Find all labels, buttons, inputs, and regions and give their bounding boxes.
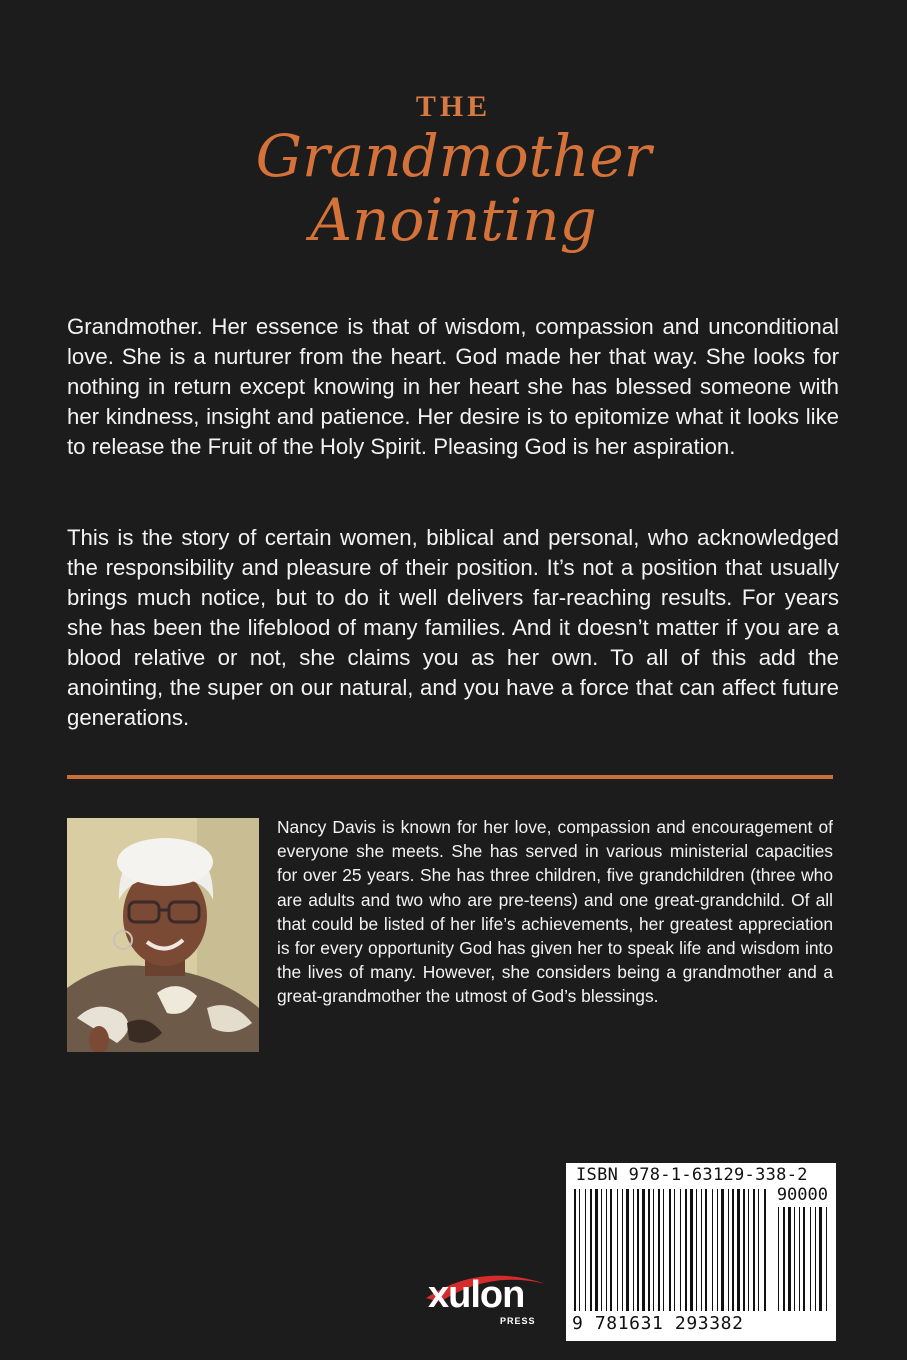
blurb-paragraph-2: This is the story of certain women, biblical and personal, who acknowledged the responsibility and pleasure of their position. It’s not a position that usually brings much notice, but to do it well delivers far-reaching results. For years she has been the lifeblood of many families. And it doesn’t matter if you are a blood relative or not, she claims you as her own. To all of this add the anointing, the super on our natural, and you have a force that can affect future generations. bbox=[67, 525, 839, 730]
title-line-1: Grandmother bbox=[255, 122, 652, 190]
title-prefix: THE bbox=[415, 90, 492, 123]
barcode-digits: 9 781631 293382 bbox=[572, 1313, 744, 1334]
author-portrait-illustration bbox=[67, 818, 259, 1052]
publisher-name: xulon bbox=[428, 1274, 525, 1316]
title-line-2: Anointing bbox=[310, 186, 597, 254]
publisher-logo bbox=[420, 1268, 552, 1324]
barcode-panel bbox=[566, 1163, 836, 1341]
publisher-subtitle: PRESS bbox=[500, 1316, 536, 1326]
section-divider bbox=[67, 775, 833, 779]
author-photo bbox=[67, 818, 259, 1052]
author-bio: Nancy Davis is known for her love, compassion and encouragement of everyone she meets. She has served in various ministerial capacities for over 25 years. She has three children, five grandchildren (three who are adults and two who are pre-teens) and one great-grandchild. Of all that could be listed of her life’s achievements, her greatest appreciation is for every opportunity God has given her to speak life and wisdom into the lives of many. However, she considers being a grandmother and a great-grandmother the utmost of God’s blessings. bbox=[277, 817, 833, 1007]
isbn-label: ISBN 978-1-63129-338-2 bbox=[576, 1165, 808, 1185]
blurb-paragraph-1: Grandmother. Her essence is that of wisdom, compassion and unconditional love. She is a nurturer from the heart. God made her that way. She looks for nothing in return except knowing in her heart she has blessed someone with her kindness, insight and patience. Her desire is to epitomize what it looks like to release the Fruit of the Holy Spirit. Pleasing God is her aspiration. bbox=[67, 314, 839, 459]
price-code: 90000 bbox=[776, 1185, 828, 1205]
